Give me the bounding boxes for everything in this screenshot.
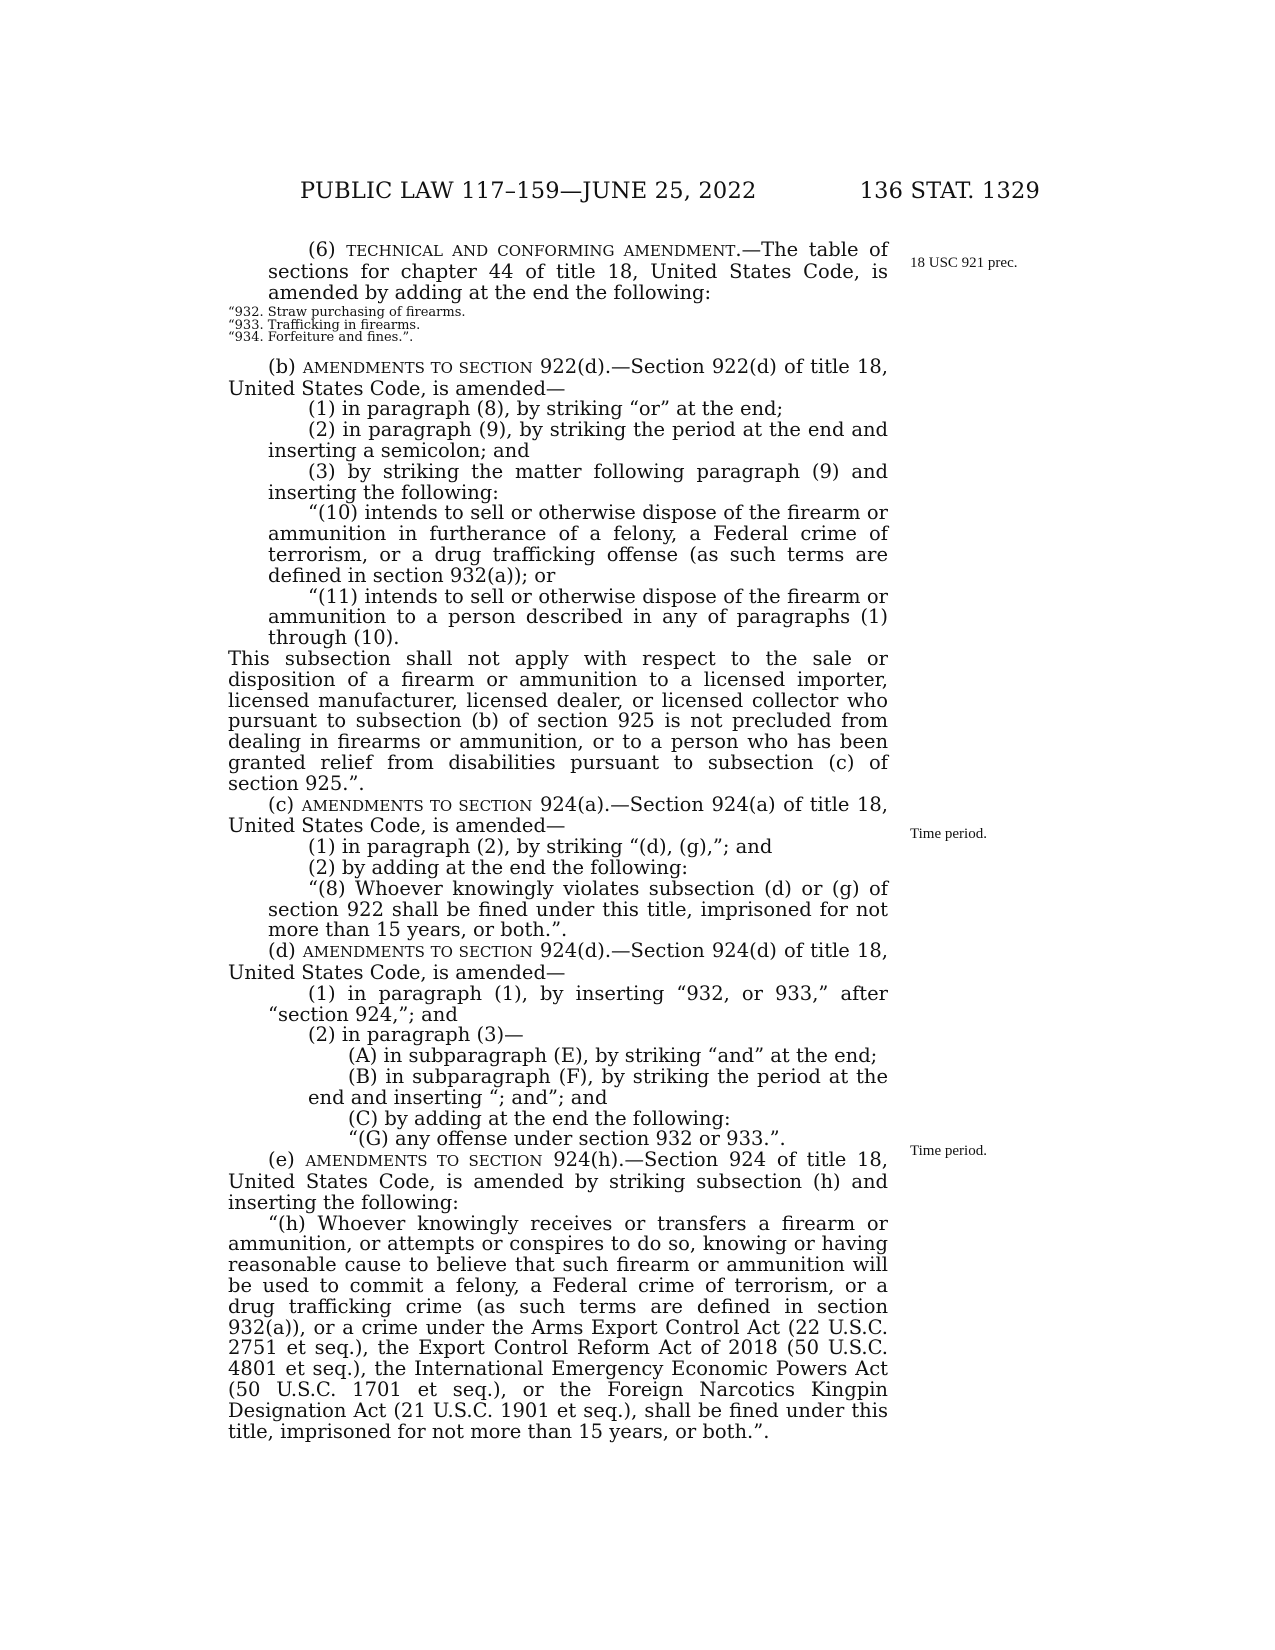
margin-note-usc: 18 USC 921 prec.	[910, 255, 1018, 271]
toc-item: “933. Trafficking in firearms.	[228, 317, 421, 333]
paragraph-b1: (1) in paragraph (8), by striking “or” at the end;	[308, 397, 784, 421]
paragraph-b2: (2) in paragraph (9), by striking the period at the end and inserting a semicolon; and	[268, 418, 888, 463]
subsection-c: (c) AMENDMENTS TO SECTION 924(a).—Section 924(a) of title 18, United States Code, is amended—	[228, 792, 888, 838]
paragraph-b10: “(10) intends to sell or otherwise dispose of the firearm or ammunition in furtherance of a felony, a Federal crime of terrorism, or a drug trafficking offense (as such terms are defined in section 932(a)); or	[268, 501, 888, 587]
paragraph-d1: (1) in paragraph (1), by inserting “932, or 933,” after “section 924,”; and	[268, 981, 888, 1026]
paragraph-eh: “(h) Whoever knowingly receives or transfers a firearm or ammunition, or attempts or conspires to do so, knowing or having reasonable cause to believe that such firearm or ammunition will be used to commit a felony, a Federal crime of terrorism, or a drug trafficking crime (as such terms are defined in section 932(a)), or a crime under the Arms Export Control Act (22 U.S.C. 2751 et seq.), the Export Control Reform Act of 2018 (50 U.S.C. 4801 et seq.), the International Emergency Economic Powers Act (50 U.S.C. 1701 et seq.), or the Foreign Narcotics Kingpin Designation Act (21 U.S.C. 1901 et seq.), shall be fined under this title, imprisoned for not more than 15 years, or both.”.	[228, 1211, 888, 1443]
paragraph-b-tail: This subsection shall not apply with respect to the sale or disposition of a firearm or ammunition to a licensed importer, licensed manufacturer, licensed dealer, or licensed collector who pursuant to subsection (b) of section 925 is not precluded from dealing in firearms or ammunition, or to a person who has been granted relief from disabilities pursuant to subsection (c) of section 925.”.	[228, 647, 888, 795]
paragraph-c1: (1) in paragraph (2), by striking “(d), (g),”; and	[308, 835, 773, 859]
subsection-e: (e) AMENDMENTS TO SECTION 924(h).—Section 924 of title 18, United States Code, is amended by striking subsection (h) and inserting the following:	[228, 1148, 888, 1214]
subparagraph-dC: (C) by adding at the end the following:	[348, 1106, 731, 1130]
subparagraph-dB: (B) in subparagraph (F), by striking the period at the end and inserting “; and”; and	[308, 1064, 888, 1109]
subsection-b: (b) AMENDMENTS TO SECTION 922(d).—Section 922(d) of title 18, United States Code, is amended—	[228, 354, 888, 400]
toc-item: “934. Forfeiture and fines.”.	[228, 330, 414, 346]
paragraph-c8: “(8) Whoever knowingly violates subsection (d) or (g) of section 922 shall be fined under this title, imprisoned for not more than 15 years, or both.”.	[268, 876, 888, 942]
paragraph-c2: (2) by adding at the end the following:	[308, 856, 689, 880]
margin-note-time-period-1: Time period.	[910, 826, 987, 842]
statute-page-number: 136 STAT. 1329	[859, 178, 1040, 204]
toc-item: “932. Straw purchasing of firearms.	[228, 305, 466, 321]
heading-technical-amendment: TECHNICAL AND CONFORMING AMENDMENT	[346, 242, 736, 260]
paragraph-6: (6) TECHNICAL AND CONFORMING AMENDMENT.—The table of sections for chapter 44 of title 18, United States Code, is amended by adding at the end the following:	[268, 238, 888, 304]
paragraph-b3: (3) by striking the matter following paragraph (9) and inserting the following:	[268, 459, 888, 504]
subparagraph-dA: (A) in subparagraph (E), by striking “and” at the end;	[348, 1044, 878, 1068]
heading-amendments-922d: AMENDMENTS TO SECTION	[302, 358, 533, 377]
margin-note-time-period-2: Time period.	[910, 1143, 987, 1159]
page-header	[300, 178, 1040, 218]
heading-amendments-924d: AMENDMENTS TO SECTION	[302, 943, 533, 962]
table-of-sections	[228, 307, 888, 345]
heading-amendments-924h: AMENDMENTS TO SECTION	[305, 1152, 543, 1171]
paragraph-d2: (2) in paragraph (3)—	[308, 1023, 524, 1047]
paragraph-b11: “(11) intends to sell or otherwise dispose of the firearm or ammunition to a person described in any of paragraphs (1) through (10).	[268, 584, 888, 650]
heading-amendments-924a: AMENDMENTS TO SECTION	[301, 796, 533, 815]
law-title: PUBLIC LAW 117–159—JUNE 25, 2022	[300, 178, 757, 204]
subparagraph-dG: “(G) any offense under section 932 or 933.”.	[348, 1127, 786, 1151]
subsection-d: (d) AMENDMENTS TO SECTION 924(d).—Section 924(d) of title 18, United States Code, is amended—	[228, 939, 888, 984]
document-body	[228, 240, 888, 1442]
